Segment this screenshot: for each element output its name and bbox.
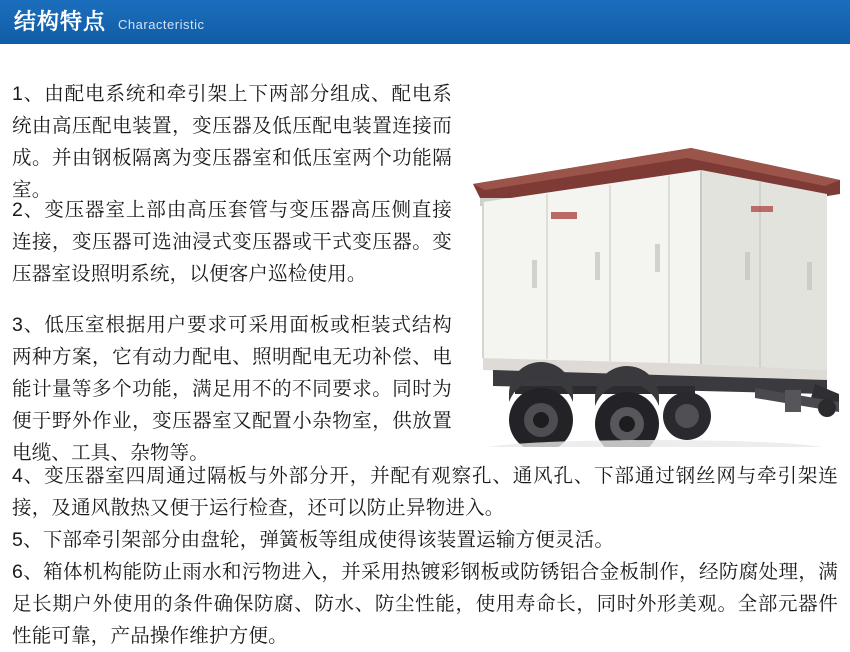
paragraph-3: 3、低压室根据用户要求可采用面板或柜装式结构两种方案，它有动力配电、照明配电无功补偿、电能计量等多个功能，满足用不的不同要求。同时为便于野外作业，变压器室又配置小杂物室，供放置电缆、工具、杂物等。 xyxy=(12,313,452,464)
paragraph-1: 1、由配电系统和牵引架上下两部分组成、配电系统由高压配电装置，变压器及低压配电装置连接而成。并由钢板隔离为变压器室和低压室两个功能隔室。 xyxy=(12,82,452,201)
product-photo xyxy=(455,102,840,447)
content-area xyxy=(0,44,850,647)
paragraph-5: 5、下部牵引架部分由盘轮，弹簧板等组成使得该装置运输方便灵活。 xyxy=(12,528,615,551)
section-header-banner xyxy=(0,0,850,44)
paragraph-6: 6、箱体机构能防止雨水和污物进入，并采用热镀彩钢板或防锈铝合金板制作，经防腐处理，满足长期户外使用的条件确保防腐、防水、防尘性能，使用寿命长，同时外形美观。全部元器件性能可靠，产品操作维护方便。 xyxy=(12,560,838,647)
paragraph-2: 2、变压器室上部由高压套管与变压器高压侧直接连接，变压器可选油浸式变压器或干式变压器。变压器室设照明系统，以便客户巡检使用。 xyxy=(12,198,452,285)
paragraph-4: 4、变压器室四周通过隔板与外部分开，并配有观察孔、通风孔、下部通过钢丝网与牵引架连接，及通风散热又便于运行检查，还可以防止异物进入。 xyxy=(12,464,838,519)
page-subtitle: Characteristic xyxy=(118,16,205,32)
page-title: 结构特点 xyxy=(14,9,107,34)
mobile-substation-illustration xyxy=(455,102,840,447)
